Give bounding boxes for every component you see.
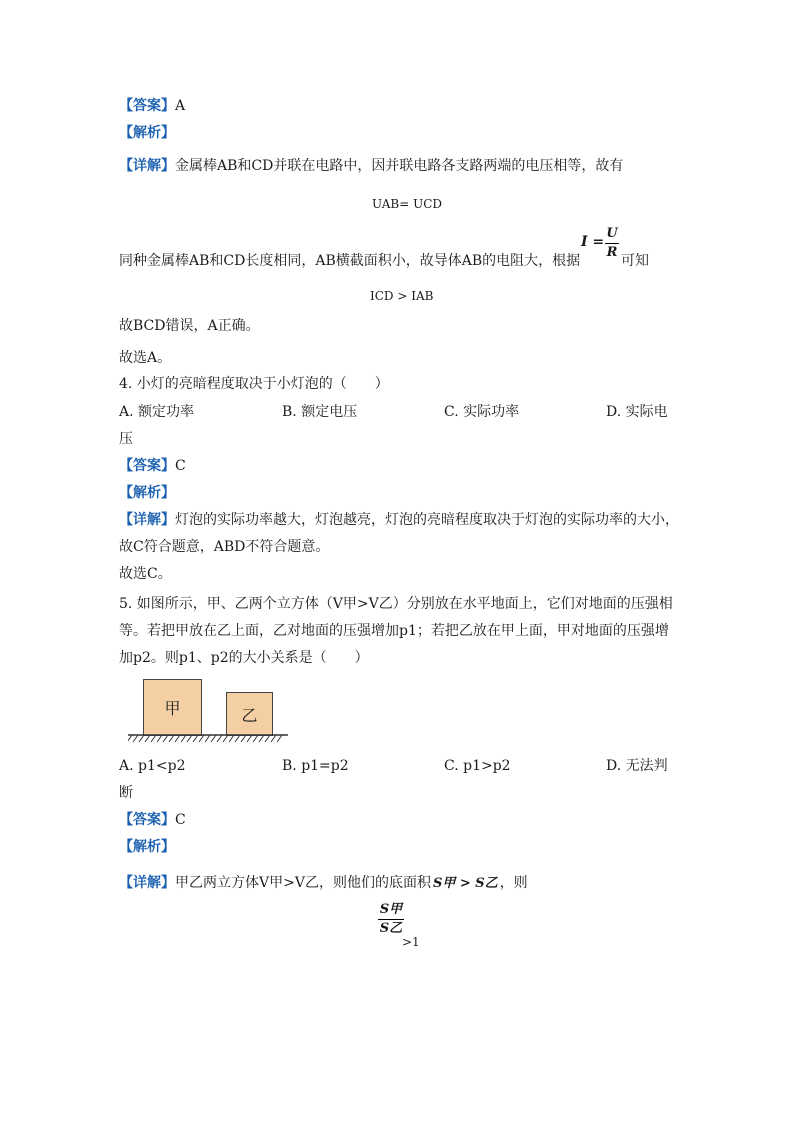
q5-analysis-line [119,837,175,857]
ground-hatching [128,734,290,744]
q4-option-c: C. 实际功率 [444,404,520,420]
q5-detail-line-1 [119,873,528,894]
ratio-tail: >1 [402,935,420,949]
q5-option-c: C. p1>p2 [444,758,511,774]
fraction-bar [378,919,404,920]
q5-answer-line [119,810,186,830]
q4-detail-1: 灯泡的实际功率越大，灯泡越亮，灯泡的亮暗程度取决于灯泡的实际功率的大小， [175,512,679,528]
formula-fraction [605,226,619,261]
q3-answer-line [119,96,185,116]
fraction-bar [605,243,619,244]
q3-detail-4: 故选A。 [119,350,172,366]
q3-equation-2: ICD > IAB [370,289,434,303]
formula-numerator: U [606,226,618,241]
answer-tag: 【答案】 [119,98,175,114]
q3-equation-1: UAB= UCD [372,197,443,211]
ratio-numerator: S甲 [379,902,403,917]
cube-yi-label: 乙 [241,705,258,725]
q3-analysis-line [119,123,175,143]
q3-detail-line-2 [119,251,580,271]
q4-detail-line-1 [119,510,679,530]
q4-option-b: B. 额定电压 [282,404,358,420]
q3-detail-1: 金属棒AB和CD并联在电路中，因并联电路各支路两端的电压相等，故有 [175,158,624,174]
q4-analysis-line [119,483,175,503]
q3-detail-line-1 [119,156,623,176]
ratio-denominator: S乙 [379,921,403,936]
answer-tag: 【答案】 [119,812,175,828]
q5-stem-3: 加p2。则p1、p2的大小关系是（ ） [119,650,369,666]
area-ratio [378,902,404,937]
q5-stem-2: 等。若把甲放在乙上面，乙对地面的压强增加p1；若把乙放在甲上面，甲对地面的压强增 [119,623,669,639]
area-inequality: S甲 > S乙 [432,876,498,891]
q5-option-b: B. p1=p2 [282,758,349,774]
q5-detail-1b: ，则 [499,875,528,891]
analysis-tag: 【解析】 [119,125,175,141]
q5-stem-1: 5. 如图所示，甲、乙两个立方体（V甲>V乙）分别放在水平地面上，它们对地面的压强相 [119,596,673,612]
cube-jia-label: 甲 [164,699,181,718]
q5-option-d: D. 无法判 [606,758,668,774]
q5-answer: C [175,812,186,828]
q4-detail-3: 故选C。 [119,566,172,582]
q3-detail-3: 故BCD错误，A正确。 [119,318,260,334]
q4-option-d: D. 实际电 [606,404,668,420]
q3-detail-2: 同种金属棒AB和CD长度相同，AB横截面积小，故导体AB的电阻大，根据 [119,253,581,269]
detail-tag: 【详解】 [119,512,175,528]
q5-option-a: A. p1<p2 [119,758,186,774]
q4-option-a: A. 额定功率 [119,404,195,420]
q5-detail-1: 甲乙两立方体V甲>V乙，则他们的底面积 [175,875,431,891]
q3-answer: A [175,98,186,114]
q3-detail-2b: 可知 [621,253,649,269]
q4-answer: C [175,458,186,474]
formula-lhs: I = [581,234,605,250]
answer-tag: 【答案】 [119,458,175,474]
formula-denominator: R [606,245,618,260]
cube-yi [226,692,273,736]
cube-jia [143,679,202,736]
detail-tag: 【详解】 [119,158,175,174]
q4-option-d-wrap: 压 [119,431,133,447]
q4-stem: 4. 小灯的亮暗程度取决于小灯泡的（ ） [119,376,389,392]
q4-detail-2: 故C符合题意，ABD不符合题意。 [119,539,330,555]
q5-option-d-wrap: 断 [119,785,133,801]
analysis-tag: 【解析】 [119,485,175,501]
q4-answer-line [119,456,186,476]
analysis-tag: 【解析】 [119,839,175,855]
detail-tag: 【详解】 [119,875,175,891]
